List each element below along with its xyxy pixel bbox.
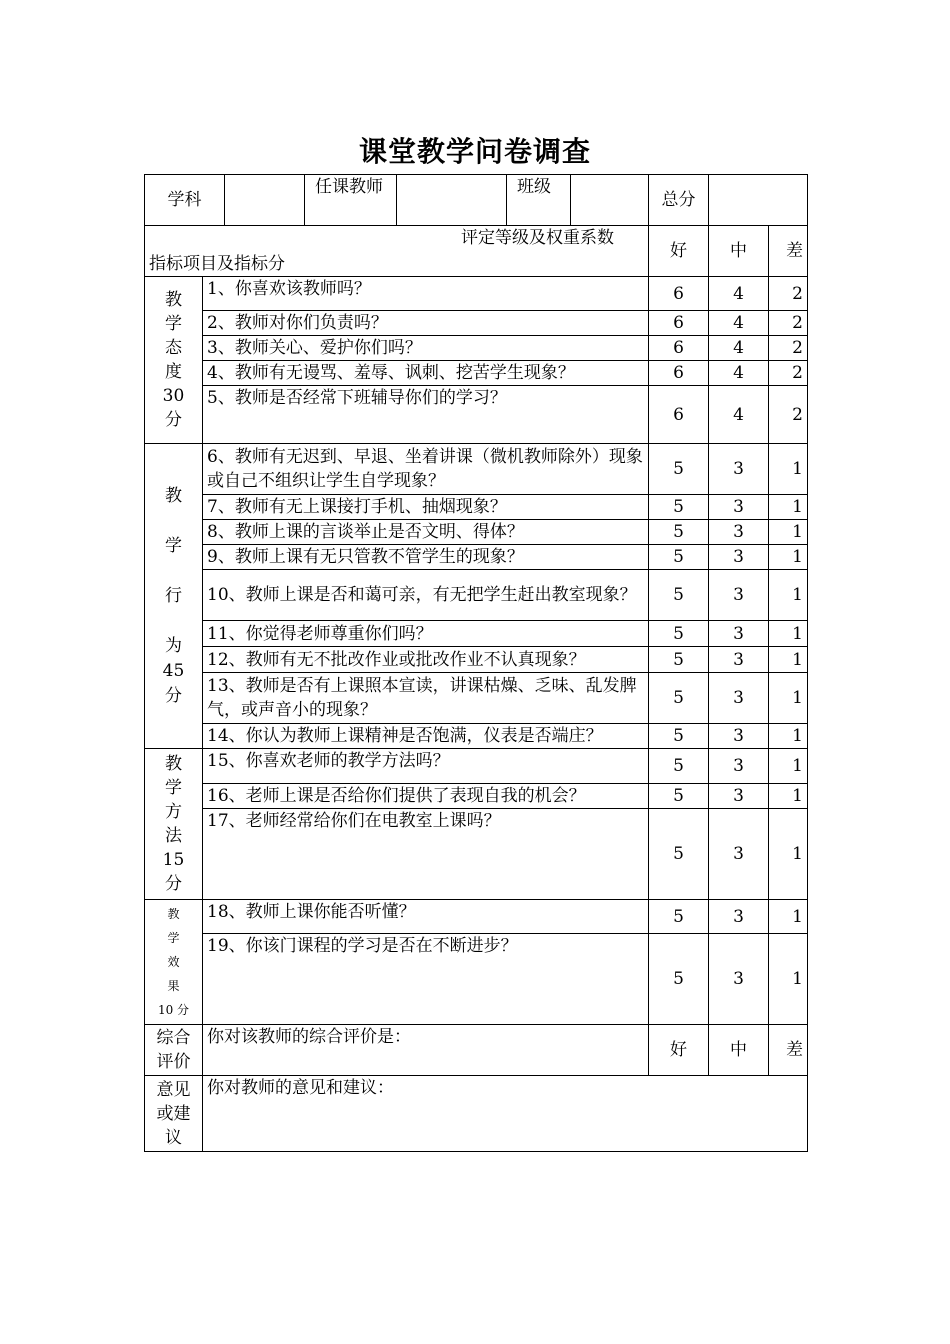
item-text: 6、教师有无迟到、早退、坐着讲课（微机教师除外）现象或自己不组织让学生自学现象？ [203,444,649,495]
table-row [145,673,808,724]
item-text: 11、你觉得老师尊重你们吗？ [203,621,649,647]
score-medium[interactable]: 3 [709,444,769,495]
table-row [145,361,808,386]
overall-poor-option[interactable]: 差 [769,1025,808,1076]
score-poor[interactable]: 1 [769,495,808,520]
score-medium[interactable]: 3 [709,724,769,749]
score-good[interactable]: 5 [649,647,709,673]
overall-good-option[interactable]: 好 [649,1025,709,1076]
table-row [145,724,808,749]
subject-label: 学科 [145,175,225,226]
score-good[interactable]: 5 [649,784,709,809]
score-poor[interactable]: 2 [769,277,808,311]
score-poor[interactable]: 2 [769,361,808,386]
table-row [145,545,808,570]
score-poor[interactable]: 1 [769,934,808,1025]
total-field[interactable] [709,175,808,226]
score-medium[interactable]: 3 [709,934,769,1025]
score-good[interactable]: 5 [649,570,709,621]
grade-header-row [145,226,808,277]
table-row [145,934,808,1025]
score-poor[interactable]: 1 [769,900,808,934]
overall-prompt: 你对该教师的综合评价是： [203,1025,649,1076]
score-good[interactable]: 6 [649,336,709,361]
suggestion-label: 意见 或建 议 [145,1076,203,1152]
item-text: 10、教师上课是否和蔼可亲，有无把学生赶出教室现象？ [203,570,649,621]
table-row [145,647,808,673]
score-good[interactable]: 5 [649,934,709,1025]
score-good[interactable]: 5 [649,809,709,900]
score-medium[interactable]: 3 [709,749,769,784]
table-row [145,570,808,621]
table-row [145,495,808,520]
suggestion-row [145,1076,808,1152]
score-good[interactable]: 5 [649,749,709,784]
eval-label: 评定等级及权重系数 [461,228,614,248]
score-poor[interactable]: 1 [769,809,808,900]
score-poor[interactable]: 1 [769,621,808,647]
score-medium[interactable]: 3 [709,520,769,545]
category-cell: 教 学 态 度 30 分 [145,277,203,444]
score-good[interactable]: 5 [649,673,709,724]
score-good[interactable]: 5 [649,444,709,495]
score-poor[interactable]: 1 [769,570,808,621]
score-medium[interactable]: 3 [709,784,769,809]
score-good[interactable]: 5 [649,545,709,570]
table-row [145,311,808,336]
category-cell: 教 学 方 法 15 分 [145,749,203,900]
table-row [145,277,808,311]
score-medium[interactable]: 3 [709,621,769,647]
score-medium[interactable]: 3 [709,495,769,520]
score-medium[interactable]: 4 [709,311,769,336]
score-medium[interactable]: 3 [709,570,769,621]
item-text: 4、教师有无谩骂、羞辱、讽刺、挖苦学生现象？ [203,361,649,386]
item-text: 5、教师是否经常下班辅导你们的学习？ [203,386,649,444]
grade-poor-header: 差 [769,226,808,277]
item-text: 14、你认为教师上课精神是否饱满，仪表是否端庄？ [203,724,649,749]
score-poor[interactable]: 1 [769,724,808,749]
table-row [145,809,808,900]
suggestion-prompt: 你对教师的意见和建议： [207,1078,394,1098]
score-good[interactable]: 6 [649,386,709,444]
item-text: 12、教师有无不批改作业或批改作业不认真现象？ [203,647,649,673]
item-text: 17、老师经常给你们在电教室上课吗？ [203,809,649,900]
item-text: 8、教师上课的言谈举止是否文明、得体？ [203,520,649,545]
item-text: 9、教师上课有无只管教不管学生的现象？ [203,545,649,570]
item-text: 3、教师关心、爱护你们吗？ [203,336,649,361]
score-poor[interactable]: 2 [769,311,808,336]
score-good[interactable]: 5 [649,621,709,647]
table-row [145,784,808,809]
item-text: 19、你该门课程的学习是否在不断进步？ [203,934,649,1025]
item-text: 16、老师上课是否给你们提供了表现自我的机会？ [203,784,649,809]
score-poor[interactable]: 1 [769,647,808,673]
score-medium[interactable]: 4 [709,361,769,386]
header-row [145,175,808,226]
score-medium[interactable]: 3 [709,673,769,724]
score-good[interactable]: 6 [649,361,709,386]
score-medium[interactable]: 4 [709,277,769,311]
table-row [145,520,808,545]
grade-good-header: 好 [649,226,709,277]
grade-medium-header: 中 [709,226,769,277]
score-medium[interactable]: 4 [709,386,769,444]
index-label: 指标项目及指标分 [149,254,285,274]
teacher-field[interactable] [397,175,507,226]
overall-row [145,1025,808,1076]
category-cell: 教 学 行 为 45 分 [145,444,203,749]
score-good[interactable]: 5 [649,900,709,934]
overall-label: 综合 评价 [145,1025,203,1076]
score-good[interactable]: 5 [649,520,709,545]
table-row [145,621,808,647]
table-row [145,900,808,934]
score-good[interactable]: 6 [649,311,709,336]
item-text: 15、你喜欢老师的教学方法吗？ [203,749,649,784]
score-poor[interactable]: 2 [769,386,808,444]
score-poor[interactable]: 2 [769,336,808,361]
class-label: 班级 [507,175,571,226]
table-row [145,386,808,444]
class-field[interactable] [571,175,649,226]
score-medium[interactable]: 4 [709,336,769,361]
teacher-label: 任课教师 [305,175,397,226]
item-text: 13、教师是否有上课照本宣读，讲课枯燥、乏味、乱发脾气，或声音小的现象？ [203,673,649,724]
category-cell: 教 学 效 果 10 分 [145,900,203,1025]
score-good[interactable]: 5 [649,495,709,520]
overall-medium-option[interactable]: 中 [709,1025,769,1076]
item-text: 18、教师上课你能否听懂？ [203,900,649,934]
score-poor[interactable]: 1 [769,749,808,784]
score-poor[interactable]: 1 [769,673,808,724]
score-medium[interactable]: 3 [709,647,769,673]
table-row [145,336,808,361]
survey-table [144,174,808,1152]
score-medium[interactable]: 3 [709,809,769,900]
score-poor[interactable]: 1 [769,520,808,545]
score-medium[interactable]: 3 [709,900,769,934]
score-poor[interactable]: 1 [769,444,808,495]
score-medium[interactable]: 3 [709,545,769,570]
score-poor[interactable]: 1 [769,784,808,809]
suggestion-field[interactable] [203,1076,808,1152]
table-row [145,749,808,784]
subject-field[interactable] [225,175,305,226]
item-text: 1、你喜欢该教师吗？ [203,277,649,311]
item-text: 2、教师对你们负责吗？ [203,311,649,336]
total-label: 总分 [649,175,709,226]
table-row [145,444,808,495]
page-title: 课堂教学问卷调查 [358,135,591,168]
score-good[interactable]: 6 [649,277,709,311]
item-text: 7、教师有无上课接打手机、抽烟现象？ [203,495,649,520]
score-poor[interactable]: 1 [769,545,808,570]
score-good[interactable]: 5 [649,724,709,749]
